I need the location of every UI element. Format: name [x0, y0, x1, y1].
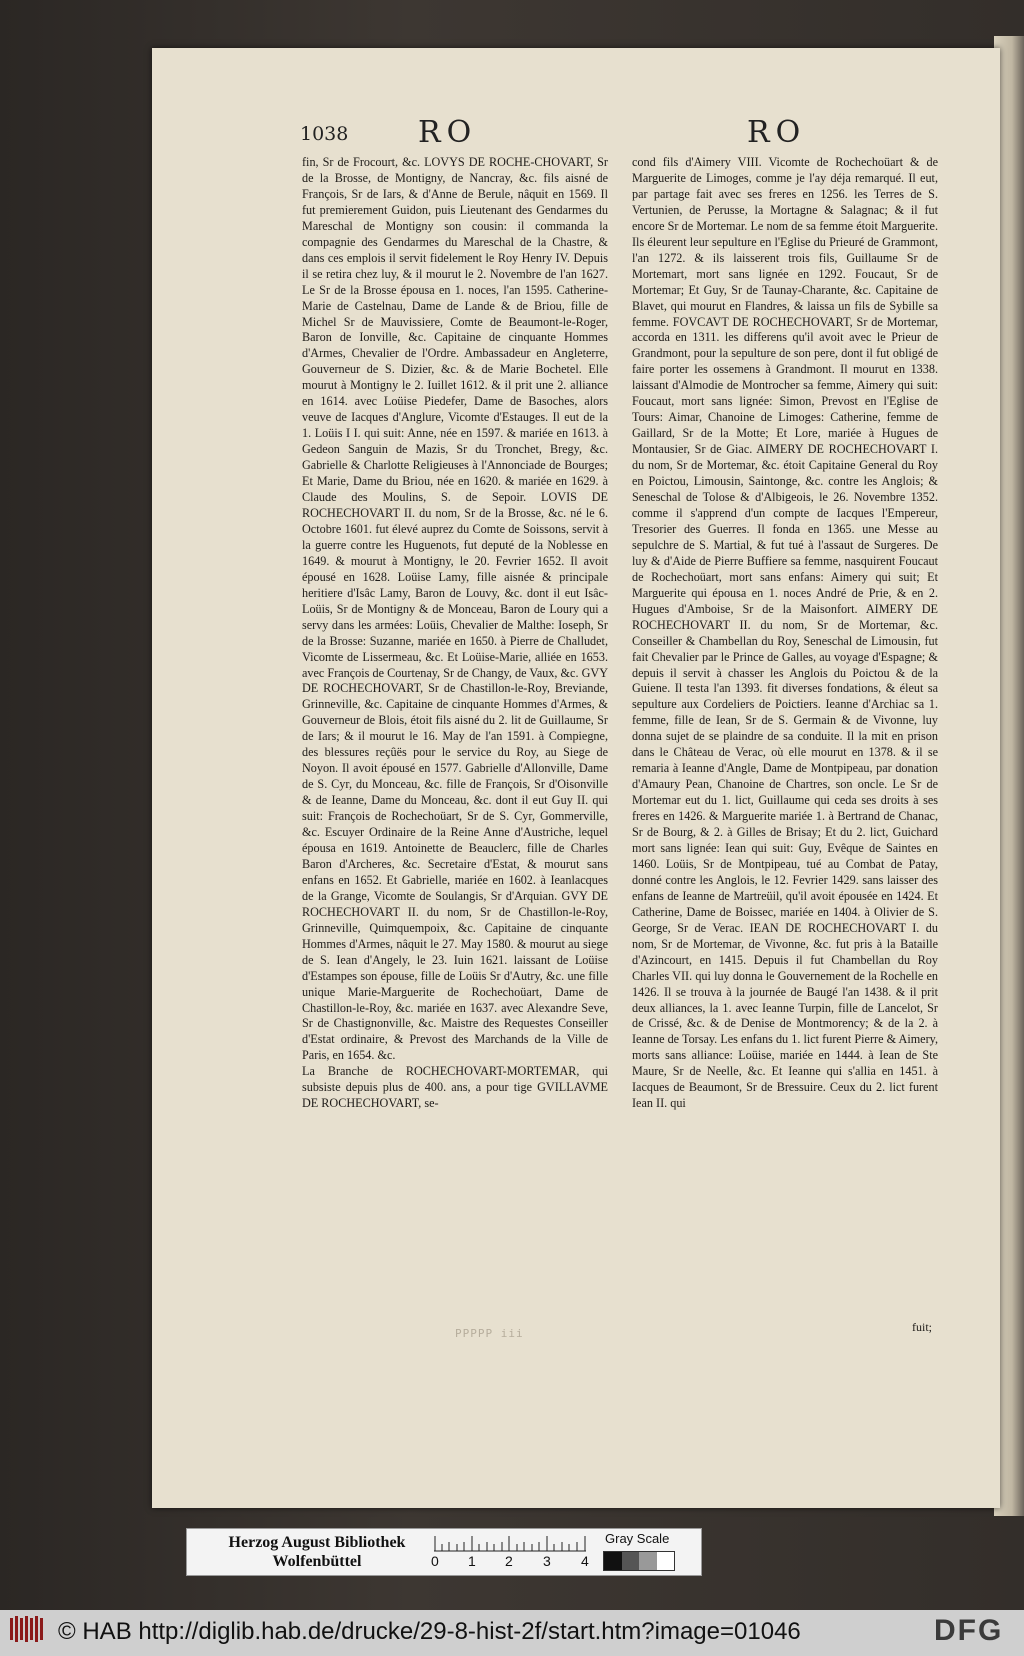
dfg-logo: DFG — [934, 1614, 1004, 1647]
hab-logo-icon — [8, 1614, 46, 1644]
ruler-number: 3 — [543, 1553, 551, 1569]
gray-scale-label: Gray Scale — [605, 1531, 670, 1546]
gray-patch — [639, 1552, 657, 1570]
gray-scale-patches — [603, 1551, 675, 1571]
running-head-left: RO — [418, 115, 478, 150]
text-column-left: fin, Sr de Frocourt, &c. LOVYS DE ROCHE-CHOVART, Sr de la Brosse, de Montigny, de Nancray, &c. fils aisné de François, Sr de Iars, & d'Anne de Berule, nâquit en 1569. Il fut premierement Guidon, puis Lieutenant des Gendarmes du Mareschal de Montigny son cousin: il commanda la compagnie des Gendarmes du Mareschal de la Chastre, & dans ces emplois il servit fidelement le Roy Henry IV. Depuis il se retira chez luy, & il mourut le 2. Novembre de l'an 1627. Le Sr de la Brosse épousa en 1. noces, l'an 1595. Catherine-Marie de Castelnau, Dame de Lande & de Briou, fille de Michel Sr de Mauvissiere, Comte de Beaumont-le-Roger, Baron de Ionville, &c. Capitaine de cinquante Hommes d'Armes, Chevalier de l'Ordre. Ambassadeur en Angleterre, Gouverneur de S. Dizier, &c. & de Marie Bochetel. Elle mourut à Montigny le 2. Iuillet 1612. & il prit une 2. alliance en 1614. avec Loüise Piedefer, Dame de Basoches, alors veuve de Iacques d'Anglure, Vicomte d'Estauges. Il eut de la 1. Loüis I I. qui suit: Anne, née en 1597. & mariée en 1613. à Gedeon Sanguin de Mazis, Sr du Tronchet, Bregy, &c. Gabrielle & Charlotte Religieuses à l'Annonciade de Bourges; Et Marie, Dame du Briou, née en 1620. & mariée en 1629. à Claude des Moulins, S. de Sepoir. LOVIS DE ROCHECHOVART II. du nom, Sr de la Brosse, &c. né le 6. Octobre 1601. fut élevé auprez du Comte de Soissons, servit à la guerre contre les Huguenots, fut deputé de la Noblesse en 1649. & mourut à Montigny, le 20. Fevrier 1652. Il avoit épousé en 1628. Loüise Lamy, fille aisnée & principale heritiere d'Isâc Lamy, Baron de Louvy, &c. dont il eut Isâc-Loüis, Sr de Montigny & de Monceau, Baron de Loury qui a servy dans les armées: Loüis, Chevalier de Malthe: Ioseph, Sr de la Brosse: Suzanne, mariée en 1650. à Pierre de Challudet, Vicomte de Lissermeau, &c. Et Loüise-Marie, alliée en 1653. avec François de Courtenay, Sr de Changy, de Vaux, &c. GVY DE ROCHECHOVART, Sr de Chastillon-le-Roy, Breviande, Grinneville, &c. Capitaine de cinquante Hommes d'Armes, & Gouverneur de Blois, étoit fils aisné du 2. lit de Guillaume, Sr de Iars; & il mourut le 16. May de l'an 1591. à Compiegne, des blessures reçûës pour le service du Roy, au Siege de Noyon. Il avoit épousé en 1577. Gabrielle d'Allonville, Dame de S. Cyr, du Monceau, &c. fille de François, Sr d'Oisonville & de Ieanne, Dame du Monceau, &c. dont il eut Guy II. qui suit: François de Rochechoüart, Sr de S. Cyr, Gommerville, &c. Escuyer Ordinaire de la Reine Anne d'Austriche, lequel épousa en 1619. Antoinette de Beauclerc, fille de Charles Baron d'Archeres, &c. Secretaire d'Estat, & mourut sans enfans en 1652. Et Gabrielle, mariée en 1602. à Ieanlacques de la Grange, Vicomte de Soulangis, Sr d'Arquian. GVY DE ROCHECHOVART II. du nom, Sr de Chastillon-le-Roy, Grinneville, Quimquempoix, &c. Capitaine de cinquante Hommes d'Armes, nâquit le 27. May 1580. & mourut au siege de S. Iean d'Angely, le 23. Iuin 1621. laissant de Loüise d'Estampes son épouse, fille de Loüis Sr d'Autry, &c. une fille unique Marie-Marguerite de Rochechoüart, Dame de Chastillon-le-Roy, &c. mariée en 1637. avec Alexandre Seve, Sr de Chastignonville, &c. Maistre des Requestes Conseiller d'Estat ordinaire, & Prevost des Marchands de la Ville de Paris, en 1654. &c. La Branche de ROCHECHOVART-MORTEMAR, qui subsiste depuis plus de 400. ans, a pour tige GVILLAVME DE ROCHECHOVART, se- — [302, 155, 608, 1111]
page-header — [300, 115, 960, 155]
copyright-link[interactable]: © HAB http://diglib.hab.de/drucke/29-8-hist-2f/start.htm?image=01046 — [58, 1618, 801, 1645]
ruler-number: 2 — [505, 1553, 513, 1569]
ruler-number: 0 — [431, 1553, 439, 1569]
color-calibration-strip — [186, 1528, 702, 1576]
gray-patch — [657, 1552, 675, 1570]
running-head-right: RO — [747, 115, 807, 150]
gray-patch — [604, 1552, 622, 1570]
bleed-through-stamp: PPPPP iii — [455, 1327, 524, 1340]
viewer-footer — [0, 1610, 1024, 1656]
library-name — [197, 1533, 437, 1571]
gray-patch — [622, 1552, 640, 1570]
text-column-right: cond fils d'Aimery VIII. Vicomte de Rochechoüart & de Marguerite de Limoges, comme je l'ay déja remarqué. Il eut, par partage fait avec ses freres en 1256. les Terres de S. Vertunien, de Perusse, la Mortagne & Salagnac; & il fut encore Sr de Mortemar. Le nom de sa femme étoit Marguerite. Ils éleurent leur sepulture en l'Eglise du Prieuré de Grammont, l'an 1272. & ils laisserent trois fils, Guillaume Sr de Mortemart, mort sans lignée en 1292. Foucaut, Sr de Mortemar; Et Guy, Sr de Taunay-Charante, &c. Capitaine de Blavet, qui mourut en Flandres, & laissa un fils de Sybille sa femme. FOVCAVT DE ROCHECHOVART, Sr de Mortemar, accorda en 1311. les differens qu'il avoit avec le Prieur de Grandmont, pour la sepulture de son pere, dont il fut obligé de faire porter les ossemens à Grandmont. Il mourut en 1338. laissant d'Almodie de Montrocher sa femme, Aimery qui suit: Foucaut, mort sans lignée: Simon, Prevost en l'Eglise de Tours: Aimar, Chanoine de Limoges: Catherine, femme de Gaillard, Sr de la Motte; Et Lore, mariée à Hugues de Montausier, Sr de Giac. AIMERY DE ROCHECHOVART I. du nom, Sr de Mortemar, &c. étoit Capitaine General du Roy en Poictou, Limousin, Saintonge, &c. contre les Anglois; & Seneschal de Tolose & d'Albigeois, le 26. Novembre 1352. comme il s'apprend d'un compte de Iacques l'Empereur, Tresorier des Guerres. Il fonda en 1365. une Messe au sepulchre de S. Martial, & fut tué à l'assaut de Surgeres. De luy & d'Aide de Pierre Buffiere sa femme, nasquirent Foucaut de Rochechoüart, mort sans enfans: Aimery qui suit; Et Marguerite qui épousa en 1. noces André de Prie, & en 2. Hugues d'Amboise, Sr de la Maisonfort. AIMERY DE ROCHECHOVART II. du nom, Sr de Mortemar, &c. Conseiller & Chambellan du Roy, Seneschal de Limousin, fut fait Chevalier par le Prince de Galles, au voyage d'Espagne; & depuis il servit à chasser les Anglois du Poictou & de la Guiene. Il testa l'an 1393. fit diverses fondations, & éleut sa sepulture aux Cordeliers de Poictiers. Ieanne d'Archiac sa 1. femme, fille de Iean, Sr de S. Germain & de Vivonne, luy donna sujet de se plaindre de sa conduite. Il la mit en prison dans le Château de Verac, où elle mourut en 1378. & il se remaria à Ieanne d'Angle, Dame de Montpipeau, par donation d'Amaury Pean, Chanoine de Chartres, son oncle. Le Sr de Mortemar eut du 1. lict, Guillaume qui ceda ses droits à ses freres en 1426. & Marguerite mariée 1. à Bertrand de Chanac, Sr de Bourg, & 2. à Gilles de Brisay; Et du 2. lict, Guichard mort sans lignée: Iean qui suit: Guy, Evêque de Saintes en 1460. Loüis, Sr de Montpipeau, tué au Combat de Patay, donné contre les Anglois, le 12. Fevrier 1429. sans laisser des enfans de Ieanne de Martreüil, qu'il avoit épousée en 1424. Et Catherine, Dame de Boissec, mariée en 1404. à Olivier de S. George, Sr de Verac. IEAN DE ROCHECHOVART I. du nom, Sr de Mortemar, de Vivonne, &c. fut pris à la Bataille d'Azincourt, en 1415. Depuis il fut Chambellan du Roy Charles VII. qui luy donna le Gouvernement de la Rochelle en 1426. Il se trouva à la journée de Baugé l'an 1438. & il prit deux alliances, la 1. avec Ieanne Turpin, fille de Lancelot, Sr de Crissé, &c. & de Denise de Montmorency; & de la 2. à Ieanne de Torsay. Les enfans du 1. lict furent Pierre & Aimery, morts sans alliance: Loüise, mariée en 1444. à Iean de Ste Maure, Sr de Neelle, &c. Et Ieanne qui s'allia en 1451. à Iacques de Beaumont, Sr de Bressuire. Ceux du 2. lict furent Iean II. qui — [632, 155, 938, 1111]
catchword: fuit; — [912, 1320, 932, 1334]
page-number: 1038 — [300, 123, 349, 145]
ruler-number: 1 — [468, 1553, 476, 1569]
library-name-line2: Wolfenbüttel — [272, 1553, 362, 1570]
ruler-scale — [434, 1532, 586, 1552]
ruler-numbers — [431, 1553, 601, 1571]
library-name-line1: Herzog August Bibliothek — [228, 1534, 406, 1551]
ruler-number: 4 — [581, 1553, 589, 1569]
